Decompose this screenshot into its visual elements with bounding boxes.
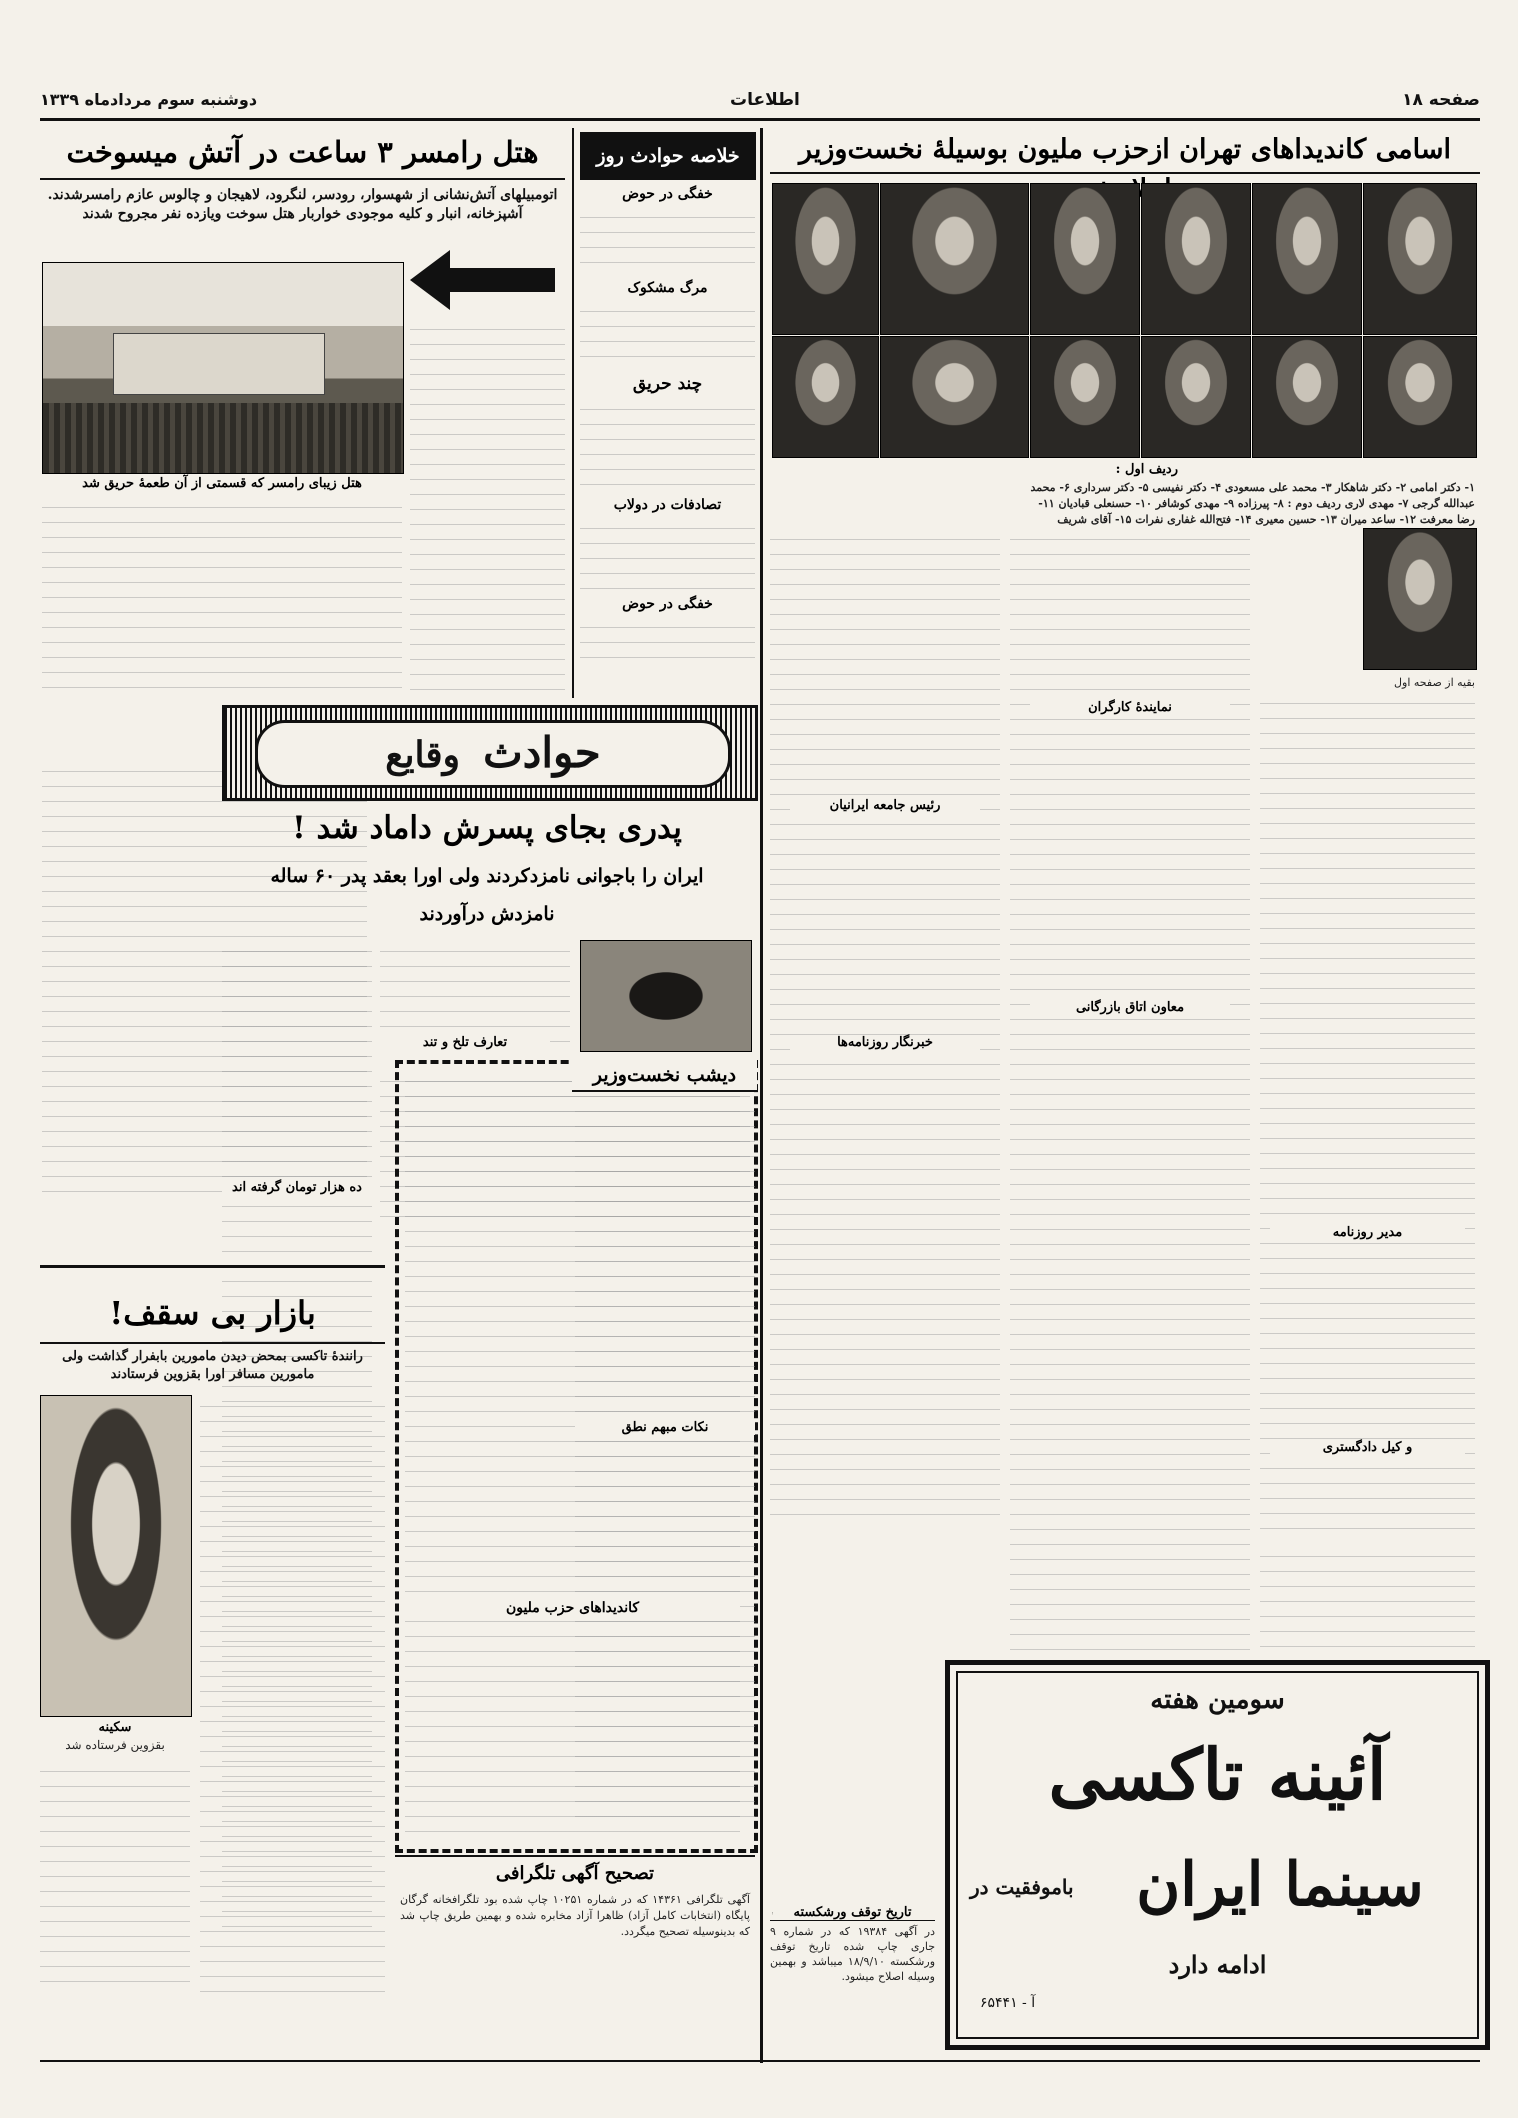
market-story-column — [200, 1395, 385, 1995]
bottom-rule — [40, 2060, 1480, 2062]
hawadeth-banner — [222, 705, 758, 801]
candidate-list-line: عبدالله گرجی ۷- مهدی لاری ردیف دوم : ۸- پیرزاده ۹- مهدی کوشافر ۱۰- حسنعلی قبادیان ۱۱- — [1038, 497, 1475, 510]
event-text — [580, 398, 755, 493]
candidate-photo — [1030, 336, 1140, 458]
cinema-ad — [945, 1660, 1490, 2050]
candidate-list-line: ۱- دکتر امامی ۲- دکتر شاهکار ۳- محمد علی مسعودی ۴- دکتر نفیسی ۵- دکتر سرداری ۶- محمد — [1030, 481, 1475, 494]
candidate-photo — [1363, 336, 1477, 458]
candidate-bios-column — [1260, 692, 1475, 1532]
masthead-rule — [40, 118, 1480, 121]
event-text — [580, 300, 755, 370]
candidate-photo — [1141, 336, 1251, 458]
cinema-ad-code: آ - ۶۵۴۴۱ — [980, 1995, 1036, 2011]
daily-events-title: خلاصه حوادث روز — [596, 145, 740, 167]
bankruptcy-correction — [770, 1905, 935, 2040]
candidate-photo — [1030, 183, 1140, 335]
event-item-title: خفگی در حوض — [622, 186, 713, 202]
groom-headline: پدری بجای پسرش داماد شد ! — [292, 810, 682, 846]
page-number: صفحه ۱۸ — [1402, 90, 1480, 110]
girl-photo — [40, 1395, 192, 1717]
event-item-title: تصادفات در دولاب — [613, 497, 722, 513]
hotel-photo — [42, 262, 404, 474]
daily-events-title-box — [580, 132, 756, 180]
candidate-photo — [1141, 183, 1251, 335]
rule — [770, 172, 1480, 174]
bankruptcy-correction-title: تاریخ — [772, 1912, 773, 1913]
groom-subhead: ایران را باجوانی نامزدکردند ولی اورا بعقد پدر ۶۰ ساله — [270, 865, 704, 887]
hotel-headline: هتل رامسر ۳ ساعت در آتش میسوخت — [66, 135, 539, 169]
candidate-photo — [1363, 183, 1477, 335]
groom-photo — [580, 940, 752, 1052]
event-text — [580, 616, 755, 661]
candidate-photo — [772, 336, 879, 458]
event-item-title: مرگ مشکوک — [627, 280, 708, 296]
rule — [395, 1855, 755, 1857]
cinema-film-title: آئینه تاکسی — [1048, 1733, 1387, 1816]
column-divider — [760, 128, 763, 2063]
row-label: ردیف اول : — [1115, 462, 1178, 477]
column-divider — [572, 128, 574, 698]
girl-caption-name: سکینه — [98, 1720, 132, 1735]
candidate-photo — [880, 336, 1029, 458]
hotel-caption: هتل زیبای رامسر که قسمتی از آن طعمهٔ حریق شد — [82, 476, 362, 491]
bio-subtitle: رئیس جامعه ایرانیان — [790, 798, 980, 813]
event-text — [580, 517, 755, 592]
hotel-story-column — [410, 318, 565, 698]
cinema-week: سومین هفته — [1150, 1685, 1285, 1715]
pm-story-title: دیشب نخست‌وزیر — [572, 1060, 757, 1092]
pm-section: کاندیداهای حزب ملیون — [405, 1600, 740, 1616]
candidate-photo — [772, 183, 879, 335]
event-text — [580, 206, 755, 276]
rule — [40, 178, 565, 180]
candidate-photo — [1252, 336, 1362, 458]
bio-subtitle: معاون اتاق بازرگانی — [1030, 1000, 1230, 1015]
market-subhead: رانندهٔ تاکسی بمحض دیدن مامورین بابفرار گذاشت ولی مامورین مسافر اورا بقزوین فرستادند — [62, 1349, 363, 1382]
candidates-headline: اسامی کاندیداهای تهران ازحزب ملیون بوسیلهٔ نخست‌وزیر — [798, 134, 1451, 165]
bankruptcy-text: در آگهی ۱۹۳۸۴ که در شماره ۹ جاری چاپ شده تاریخ توقف ورشکسته ۱۸/۹/۱۰ میباشد و بهمین وسیله اصلاح میشود. — [770, 1925, 936, 1983]
groom-story-column — [380, 940, 570, 1050]
issue-date: دوشنبه سوم مردادماه ۱۳۳۹ — [40, 90, 258, 109]
event-item-title: خفگی در حوض — [622, 596, 713, 612]
girl-caption-note: بقزوین فرستاده شد — [65, 1738, 165, 1752]
event-item-title: چند حریق — [632, 374, 703, 394]
candidate-list-line: رضا معرفت ۱۲- ساعد میران ۱۳- حسین معیری ۱۴- فتح‌الله غفاری نفرات ۱۵- آقای شریف — [1057, 513, 1475, 526]
banner-word-hawadeth: حوادث — [483, 728, 601, 777]
cinema-name: سینما ایران — [1136, 1850, 1424, 1920]
pm-story-column — [575, 1100, 755, 1820]
rule — [40, 1342, 385, 1344]
banner-word-vaghaye: وقایع — [385, 734, 461, 776]
candidate-photo — [1363, 528, 1477, 670]
groom-section: ده هزار تومان گرفته اند — [222, 1180, 372, 1195]
market-headline: بازار بی سقف! — [109, 1294, 316, 1332]
bankruptcy-title: تاریخ توقف ورشکسته — [770, 1905, 935, 1921]
candidate-photo — [880, 183, 1029, 335]
masthead — [40, 88, 1480, 114]
groom-section: تعارف تلخ و تند — [380, 1035, 550, 1050]
arrow-icon — [410, 250, 560, 310]
paper-name: اطلاعات — [730, 90, 800, 110]
market-story-column — [40, 1760, 190, 1995]
telegraph-correction-title: تصحیح آگهی تلگرافی — [495, 1863, 655, 1884]
groom-subhead-2: نامزدش درآوردند — [419, 903, 555, 925]
cinema-success: باموفقیت در — [970, 1875, 1074, 1899]
bio-subtitle: خبرنگار روزنامه‌ها — [790, 1035, 980, 1050]
bio-subtitle: مدیر روزنامه — [1270, 1225, 1465, 1240]
bio-subtitle: و کیل دادگستری — [1270, 1440, 1465, 1455]
hotel-subhead: اتومبیلهای آتش‌نشانی از شهسوار، رودسر، لنگرود، لاهیجان و چالوس عازم رامسرشدند. آشپزخانه، انبار و کلیه موجودی خواربار هتل سوخت ویازده نفر مجروح شدند — [47, 187, 558, 222]
candidate-photo — [1252, 183, 1362, 335]
candidate-bios-column — [770, 528, 1000, 1528]
bio-subtitle: نمایندهٔ کارگران — [1030, 700, 1230, 715]
pm-section: نکات مبهم نطق — [575, 1420, 755, 1435]
daily-events-list — [580, 182, 755, 692]
rule — [40, 1265, 385, 1268]
continued-note: بقیه از صفحه اول — [1394, 676, 1475, 689]
cinema-continues: ادامه دارد — [1168, 1950, 1267, 1979]
telegraph-correction-text: آگهی تلگرافی ۱۴۳۶۱ که در شماره ۱۰۲۵۱ چاپ شده بود تلگرافخانه گرگان پایگاه (انتخابات کامل آزاد) ظاهرا آزاد مخابره شده و بهمین طریق چاپ شد که بدینوسیله تصحیح میگردد. — [400, 1893, 750, 1938]
hotel-story-column — [42, 496, 402, 698]
